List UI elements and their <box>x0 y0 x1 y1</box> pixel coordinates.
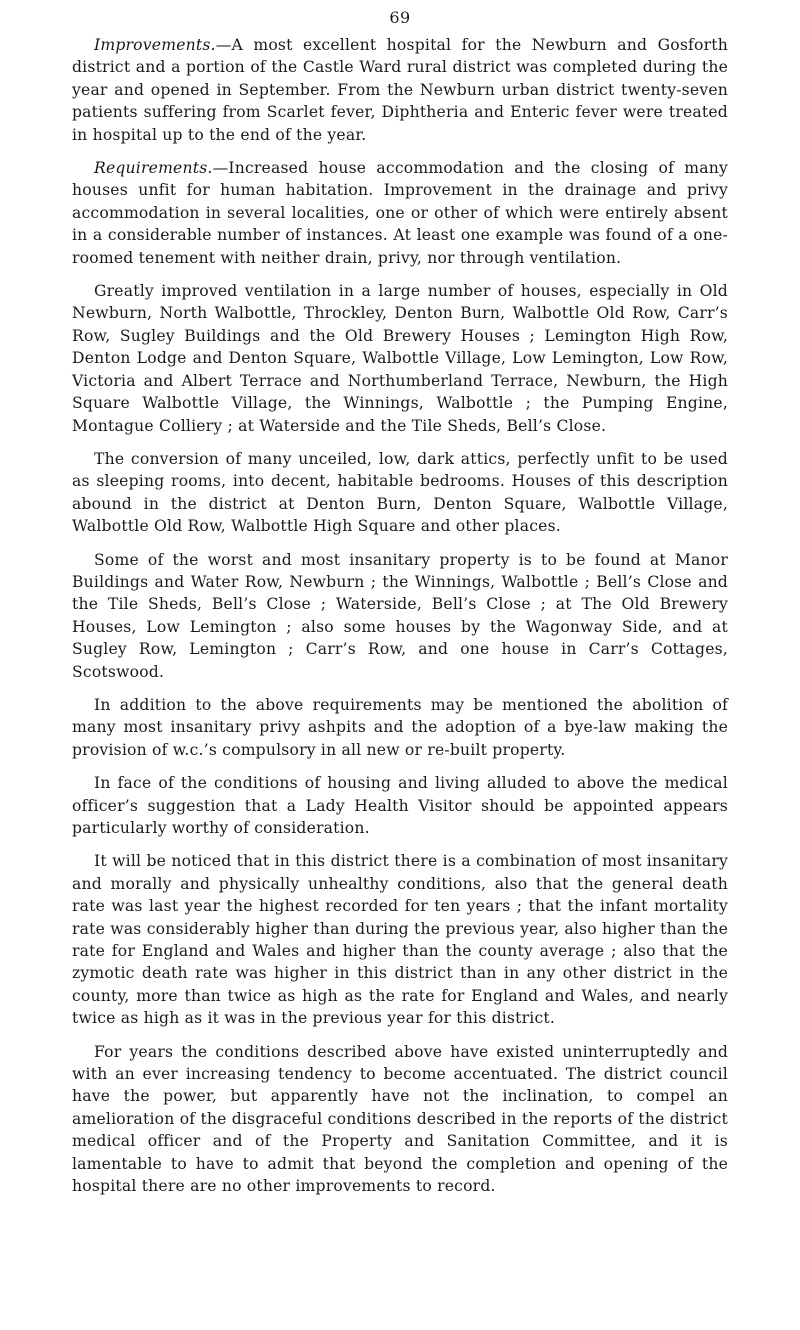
paragraph-lead: Improvements. <box>94 36 216 54</box>
paragraph-death-rates <box>72 850 728 1029</box>
paragraph-improvements <box>72 34 728 146</box>
paragraph-text: The conversion of many unceiled, low, dark attics, perfectly unfit to be used as sleeping rooms, into decent, habitable bedrooms. Houses of this description abound in the district at Denton Burn, Denton Square, Walbottle Village, Walbottle Old Row, Walbottle High Square and other places. <box>72 449 728 536</box>
paragraph-privy-ashpits <box>72 694 728 761</box>
body-text <box>72 34 728 1209</box>
paragraph-requirements <box>72 157 728 269</box>
paragraph-text: For years the conditions described above have existed uninterruptedly and with an ever increasing tendency to become accentuated. The district council have the power, but apparently have not the inclination, to compel an amelioration of the disgraceful conditions described in the reports of the district medical officer and of the Property and Sanitation Committee, and it is lamentable to have to admit that beyond the completion and opening of the hospital there are no other improvements to record. <box>72 1042 728 1196</box>
paragraph-insanitary-property <box>72 549 728 683</box>
paragraph-text: Greatly improved ventilation in a large number of houses, especially in Old Newburn, North Walbottle, Throckley, Denton Burn, Walbottle Old Row, Carr’s Row, Sugley Buildings and the Old Brewery Houses ; Lemington High Row, Denton Lodge and Denton Square, Walbottle Village, Low Lemington, Low Row, Victoria and Albert Terrace and Northumberland Terrace, Newburn, the High Square Walbottle Village, the Winnings, Walbottle ; the Pumping Engine, Montague Colliery ; at Waterside and the Tile Sheds, Bell’s Close. <box>72 282 728 435</box>
paragraph-text: In addition to the above requirements may be mentioned the abolition of many most insanitary privy ashpits and the adoption of a bye-law making the provision of w.c.’s compulsory in all new or re-built property. <box>72 695 728 759</box>
paragraph-health-visitor <box>72 772 728 839</box>
paragraph-text: Some of the worst and most insanitary property is to be found at Manor Buildings and Water Row, Newburn ; the Winnings, Walbottle ; Bell’s Close and the Tile Sheds, Bell’s Close ; Waterside, Bell’s Close ; at The Old Brewery Houses, Low Lemington ; also some houses by the Wagonway Side, and at Sugley Row, Lemington ; Carr’s Row, and one house in Carr’s Cottages, Scotswood. <box>72 550 728 681</box>
paragraph-lead: Requirements. <box>94 159 213 178</box>
paragraph-conclusion <box>72 1041 728 1198</box>
paragraph-attics <box>72 448 728 538</box>
paragraph-text: It will be noticed that in this district there is a combination of most insanitary and morally and physically unhealthy conditions, also that the general death rate was last year the highest recorded for ten years ; that the infant mortality rate was considerably higher than during the previous year, also higher than the rate for England and Wales and higher than the county average ; also that the zymotic death rate was higher in this district than in any other district in the county, more than twice as high as the rate for England and Wales, and nearly twice as high as it was in the previous year for this district. <box>72 852 728 1028</box>
paragraph-ventilation <box>72 280 728 437</box>
paragraph-text: In face of the conditions of housing and living alluded to above the medical officer’s suggestion that a Lady Health Visitor should be appointed appears particularly worthy of consideration. <box>72 774 728 837</box>
paragraph-text: —Increased house accommodation and the closing of many houses unfit for human habitation. Improvement in the drainage and privy accommodation in several localities, one or other of which were entirely absent in a considerable number of instances. At least one example was found of a one-roomed tenement with neither drain, privy, nor through ventilation. <box>72 159 728 267</box>
paragraph-text: —A most excellent hospital for the Newburn and Gosforth district and a portion of the Castle Ward rural district was completed during the year and opened in September. From the Newburn urban district twenty-seven patients suffering from Scarlet fever, Diphtheria and Enteric fever were treated in hospital up to the end of the year. <box>72 36 728 144</box>
page-number: 69 <box>389 8 411 27</box>
